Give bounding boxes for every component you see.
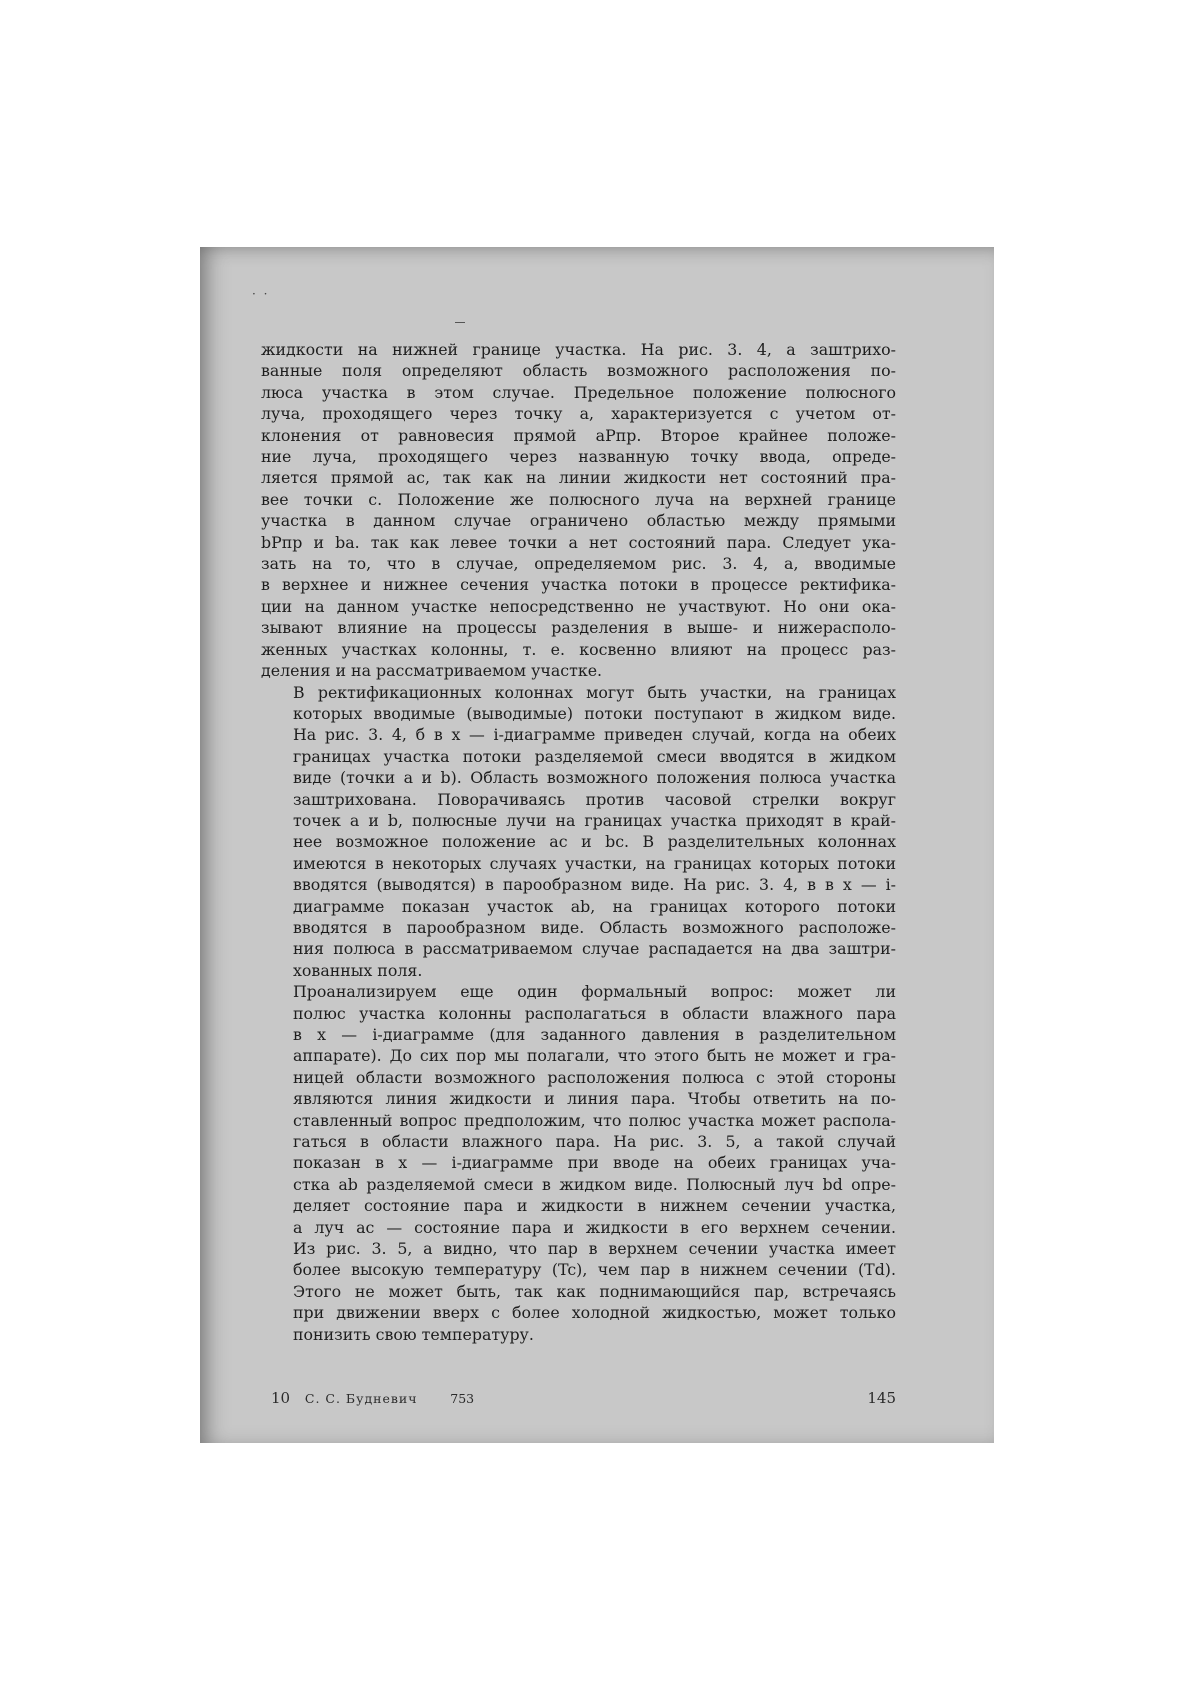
text-line: имеются в некоторых случаях участки, на границах которых потоки bbox=[293, 853, 896, 873]
text-line: зать на то, что в случае, определяемом рис. 3. 4, а, вводимые bbox=[261, 554, 896, 574]
text-line: виде (точки а и b). Область возможного положения полюса участка bbox=[293, 768, 896, 788]
order-number: 753 bbox=[450, 1391, 475, 1406]
text-line: деления и на рассматриваемом участке. bbox=[261, 661, 603, 681]
text-line: аппарате). До сих пор мы полагали, что этого быть не может и гра- bbox=[293, 1046, 896, 1066]
text-line: точек а и b, полюсные лучи на границах участка приходят в край- bbox=[293, 810, 896, 830]
text-line: люса участка в этом случае. Предельное положение полюсного bbox=[261, 382, 896, 402]
text-line: более высокую температуру (Tc), чем пар в нижнем сечении (Td). bbox=[293, 1260, 896, 1280]
text-line: bPпр и bа. так как левее точки а нет состояний пара. Следует ука- bbox=[261, 532, 896, 552]
text-line: ции на данном участке непосредственно не участвуют. Но они ока- bbox=[261, 596, 896, 616]
paragraph-3 bbox=[261, 981, 896, 1345]
text-line: клонения от равновесия прямой aPпр. Второе крайнее положе- bbox=[261, 425, 896, 445]
text-line: луча, проходящего через точку а, характеризуется с учетом от- bbox=[261, 404, 896, 424]
text-line: полюс участка колонны располагаться в области влажного пара bbox=[293, 1003, 896, 1023]
text-line: вводятся (выводятся) в парообразном виде. На рис. 3. 4, в в x — i- bbox=[293, 875, 896, 895]
text-line: ставленный вопрос предположим, что полюс участка может распола- bbox=[293, 1110, 896, 1130]
text-line: деляет состояние пара и жидкости в нижнем сечении участка, bbox=[293, 1196, 896, 1216]
paragraph-2 bbox=[261, 682, 896, 982]
text-line: Из рис. 3. 5, а видно, что пар в верхнем сечении участка имеет bbox=[293, 1239, 896, 1259]
text-line: Этого не может быть, так как поднимающийся пар, встречаясь bbox=[293, 1281, 896, 1301]
text-line: Проанализируем еще один формальный вопрос: может ли bbox=[293, 982, 896, 1002]
text-line: диаграмме показан участок ab, на границах которого потоки bbox=[293, 896, 896, 916]
scanned-page bbox=[200, 247, 994, 1443]
text-line: являются линия жидкости и линия пара. Чтобы ответить на по- bbox=[293, 1089, 896, 1109]
text-line: заштрихована. Поворачиваясь против часовой стрелки вокруг bbox=[293, 789, 896, 809]
text-line: ляется прямой ас, так как на линии жидкости нет состояний пра- bbox=[261, 468, 896, 488]
text-line: вводятся в парообразном виде. Область возможного расположе- bbox=[293, 917, 896, 937]
signature-number: 10 bbox=[271, 1389, 291, 1407]
scan-specks: · · bbox=[252, 287, 270, 301]
text-line: хованных поля. bbox=[293, 960, 423, 980]
text-line: в верхнее и нижнее сечения участка потоки в процессе ректифика- bbox=[261, 575, 896, 595]
text-line: границах участка потоки разделяемой смеси вводятся в жидком bbox=[293, 746, 896, 766]
text-line: нее возможное положение ас и bс. В разделительных колоннах bbox=[293, 832, 896, 852]
text-line: гаться в области влажного пара. На рис. 3. 5, а такой случай bbox=[293, 1132, 896, 1152]
paragraph-1 bbox=[261, 339, 896, 682]
text-line: показан в x — i-диаграмме при вводе на обеих границах уча- bbox=[293, 1153, 896, 1173]
text-line: в x — i-диаграмме (для заданного давления в разделительном bbox=[293, 1025, 896, 1044]
text-line: при движении вверх с более холодной жидкостью, может только bbox=[293, 1303, 896, 1323]
text-line: вее точки с. Положение же полюсного луча на верхней границе bbox=[261, 489, 896, 509]
text-line: На рис. 3. 4, б в x — i-диаграмме приведен случай, когда на обеих bbox=[293, 725, 896, 745]
text-line: участка в данном случае ограничено областью между прямыми bbox=[261, 511, 896, 531]
signature-author: С. С. Будневич bbox=[304, 1391, 418, 1406]
page-number: 145 bbox=[867, 1389, 896, 1407]
text-line: жидкости на нижней границе участка. На рис. 3. 4, а заштрихо- bbox=[261, 340, 896, 359]
text-line: понизить свою температуру. bbox=[293, 1324, 534, 1344]
text-line: ние луча, проходящего через названную точку ввода, опреде- bbox=[261, 447, 896, 467]
text-line: женных участках колонны, т. е. косвенно влияют на процесс раз- bbox=[261, 639, 896, 659]
text-line: ния полюса в рассматриваемом случае распадается на два заштри- bbox=[293, 939, 896, 959]
text-line: ницей области возможного расположения полюса с этой стороны bbox=[293, 1067, 896, 1087]
page-footer bbox=[271, 1389, 896, 1411]
body-text bbox=[261, 339, 896, 1345]
text-line: В ректификационных колоннах могут быть участки, на границах bbox=[293, 682, 896, 702]
text-line: стка ab разделяемой смеси в жидком виде. Полюсный луч bd опре- bbox=[293, 1174, 896, 1194]
scan-mark bbox=[455, 322, 465, 323]
text-line: а луч ас — состояние пара и жидкости в его верхнем сечении. bbox=[293, 1217, 896, 1237]
text-line: зывают влияние на процессы разделения в выше- и нижерасполо- bbox=[261, 618, 896, 638]
text-line: которых вводимые (выводимые) потоки поступают в жидком виде. bbox=[293, 703, 896, 723]
text-line: ванные поля определяют область возможного расположения по- bbox=[261, 361, 896, 381]
signature-mark bbox=[271, 1389, 474, 1407]
